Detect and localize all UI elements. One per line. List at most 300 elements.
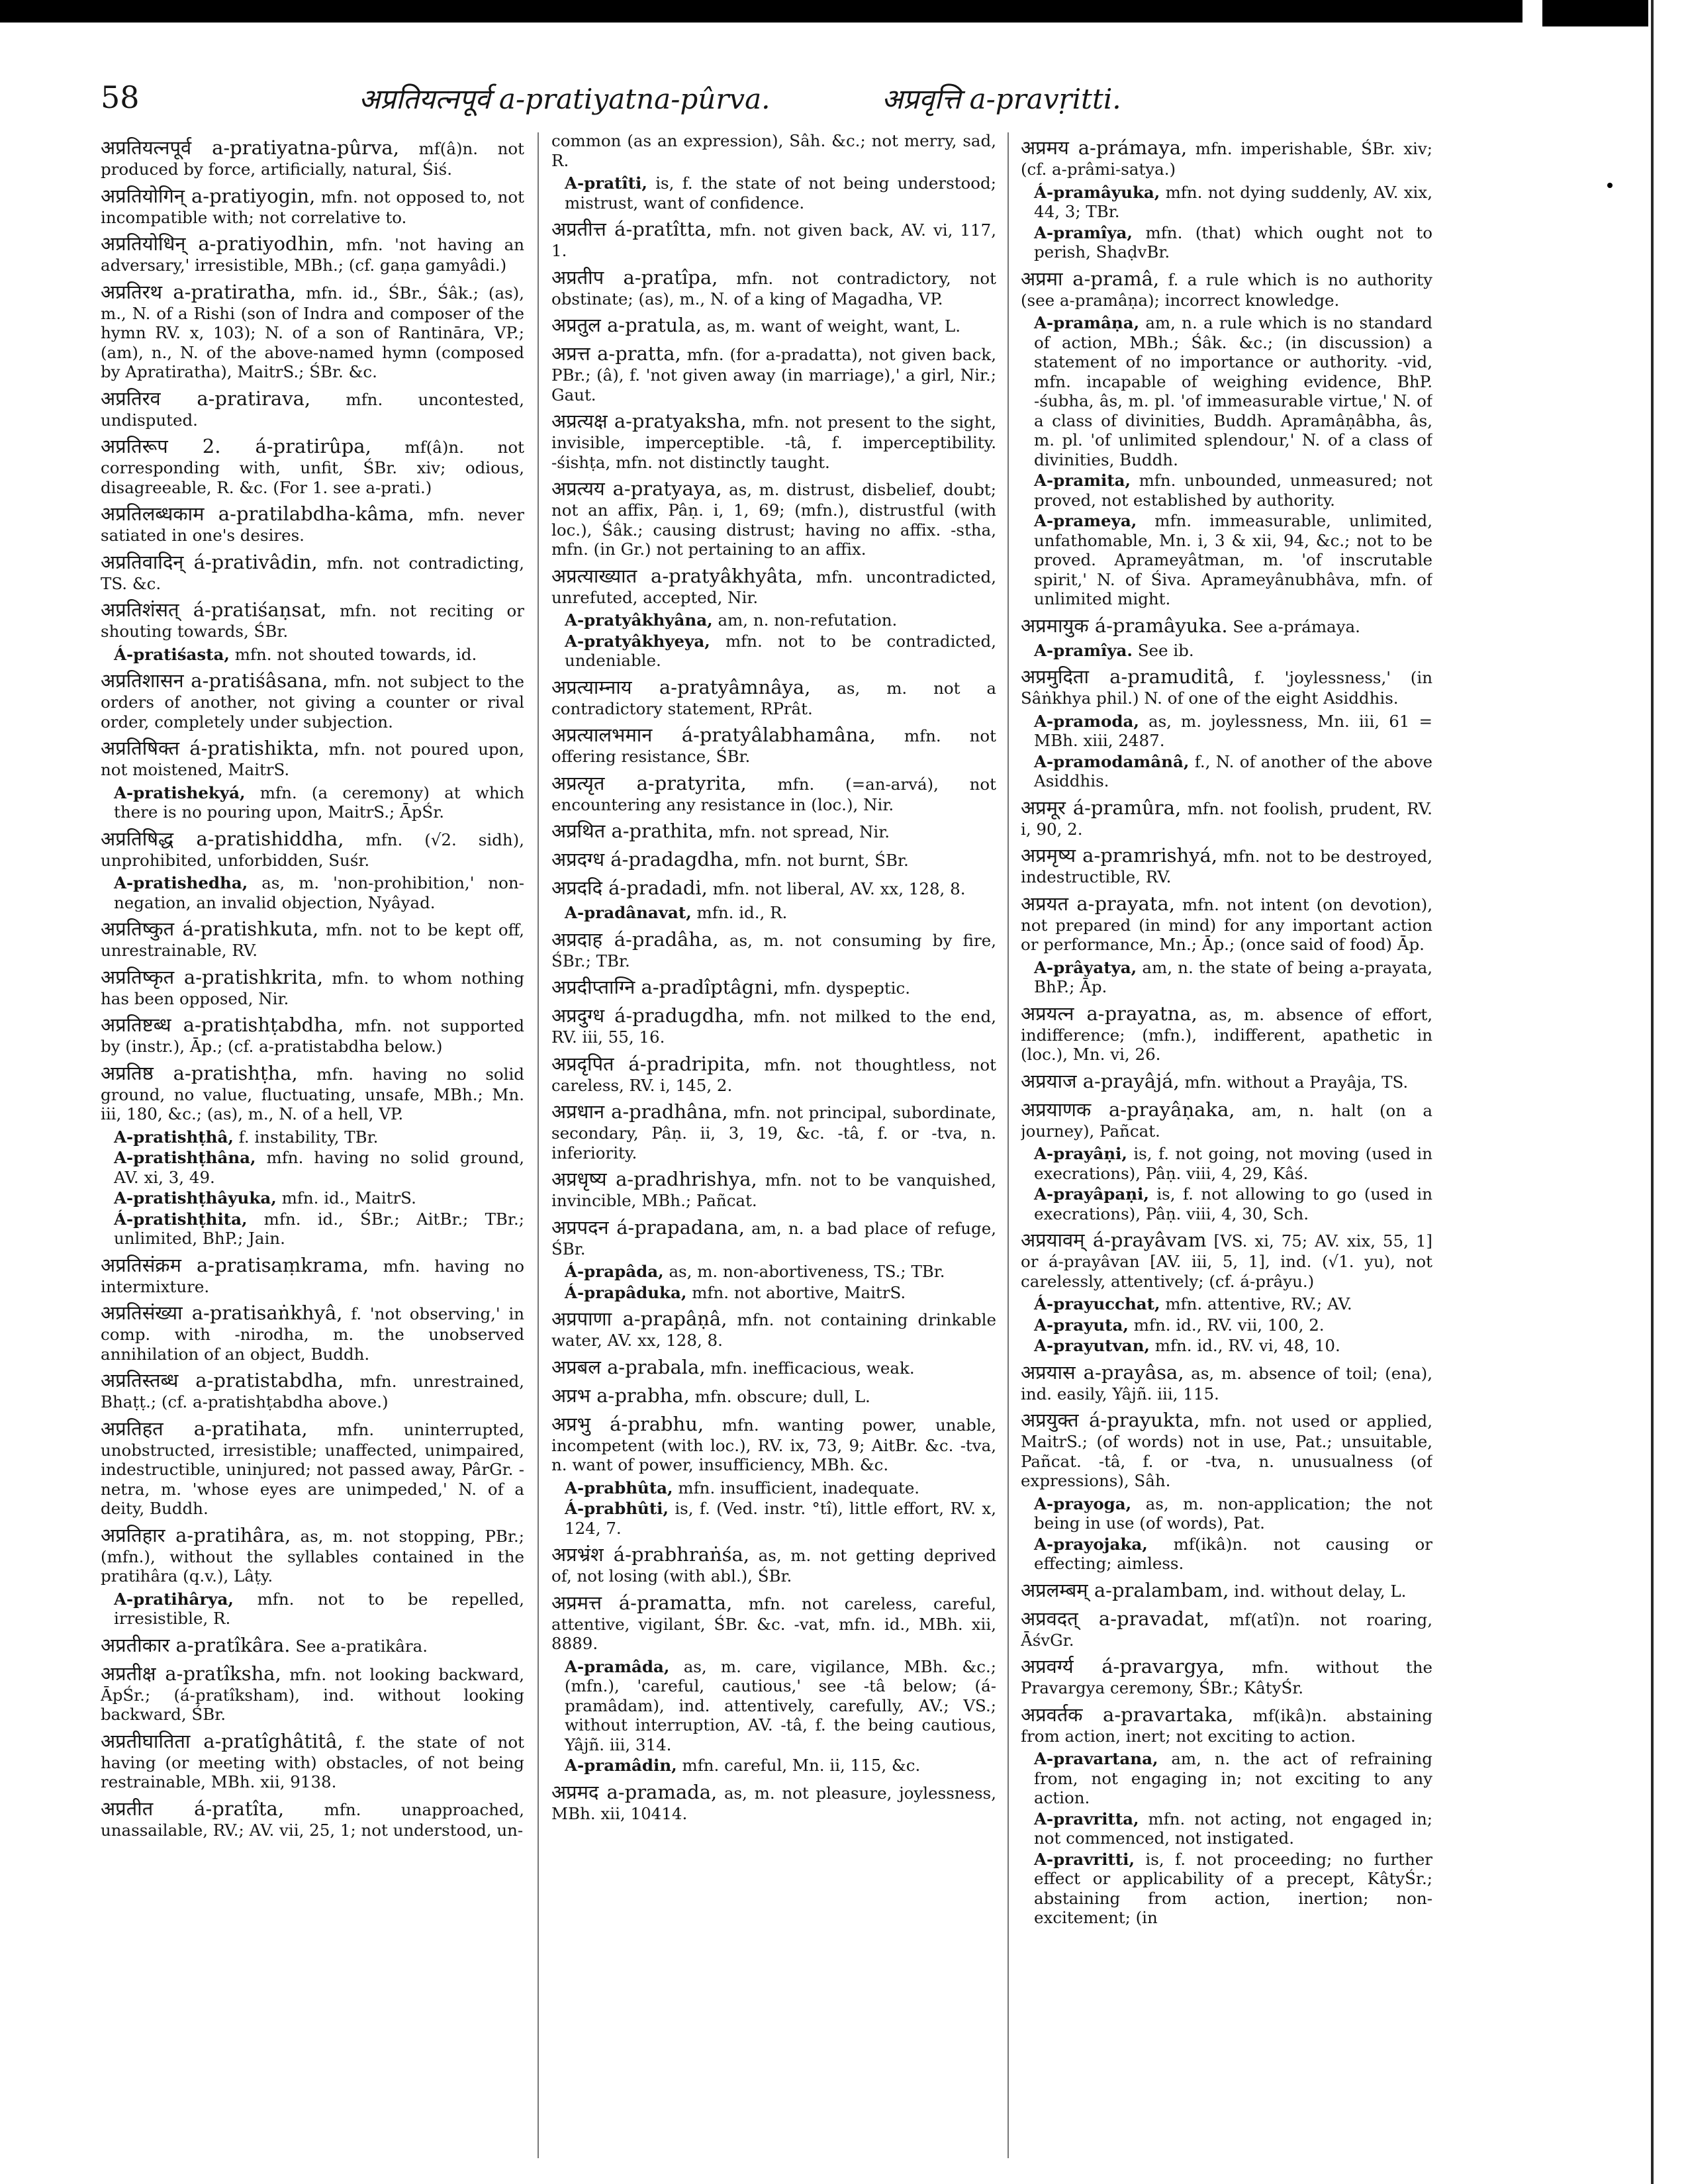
headword: अप्रतिहत a-pratihata,: [101, 1417, 308, 1440]
dictionary-entry: [1021, 1098, 1432, 1141]
definition: mfn. careful, Mn. ii, 115, &c.: [682, 1756, 921, 1775]
definition: mfn. not used or applied, MaitrS.; (of words) not in use, Pat.; unsuitable, Pañcat. -tâ, f. or -tva, n. unusualness (of expressions), Sâh.: [1021, 1411, 1432, 1490]
column-divider: [1007, 132, 1009, 2158]
dictionary-entry: [101, 387, 524, 430]
definition: mfn. inefficacious, weak.: [710, 1358, 915, 1378]
top-edge-bar: [0, 0, 1522, 23]
headword: अप्रधृष्य a-pradhrishya,: [551, 1168, 757, 1190]
definition: am, n. a rule which is no standard of action, MBh.; Śâk. &c.; (in discussion) a statement of no importance or authority. -vid, mfn. incapable of weighing evidence, BhP. -śubha, âs, m. pl. 'of immeasurable virtue,' N. of a class of divinities, Buddh. Apramâṇâbha, âs, m. pl. 'of unlimited splendour,' N. of a class of divinities, Buddh.: [1034, 313, 1432, 469]
definition: mfn. to whom nothing has been opposed, Nir.: [101, 968, 524, 1008]
definition: f. instability, TBr.: [238, 1127, 379, 1147]
dictionary-entry: [551, 1167, 996, 1211]
headword: Á-pramâyuka,: [1034, 182, 1160, 202]
dictionary-entry: [1021, 665, 1432, 708]
headword: अप्रमय a-prámaya,: [1021, 136, 1188, 159]
sub-entry: [551, 610, 996, 630]
page-number: 58: [101, 79, 140, 115]
sub-entry: [551, 173, 996, 213]
headword: A-prayâṇi,: [1034, 1144, 1127, 1163]
headword: अप्रतिषिक्त á-pratishikta,: [101, 737, 320, 759]
headword: Á-pratishṭhita,: [114, 1209, 248, 1229]
dictionary-entry: [551, 847, 996, 871]
definition: mfn. id., RV. vi, 48, 10.: [1154, 1336, 1340, 1355]
definition: mfn. not abortive, MaitrS.: [692, 1282, 906, 1302]
sub-entry: [1021, 223, 1432, 262]
definition: mf(â)n. not produced by force, artificially, natural, Śiś.: [101, 139, 524, 179]
dictionary-entry: [101, 598, 524, 641]
headword: अप्रतीक्ष a-pratîksha,: [101, 1662, 281, 1685]
sub-entry: [551, 1756, 996, 1776]
running-header: [101, 79, 1491, 119]
headword: A-prayojaka,: [1034, 1534, 1148, 1554]
dictionary-entry: [101, 136, 524, 179]
definition: mfn. (that) which ought not to perish, ShaḍvBr.: [1034, 222, 1432, 261]
definition: mfn. immeasurable, unlimited, unfathomable, Mn. i, 3 & xii, 94, &c.; not to be proved. Aprameyâtman, m. 'of inscrutable spirit,' N. of Śiva. Aprameyânubhâva, mfn. of unlimited might.: [1034, 511, 1432, 608]
dictionary-entry: [551, 477, 996, 559]
headword: अप्रधान a-pradhâna,: [551, 1100, 728, 1123]
definition: as, m. not stopping, PBr.; (mfn.), without the syllables contained in the pratihâra (q.v.), Lâṭy.: [101, 1526, 524, 1586]
dictionary-entry: [551, 1052, 996, 1096]
headword: A-prayutvan,: [1034, 1336, 1150, 1355]
sub-entry: [1021, 1749, 1432, 1808]
dictionary-entry: [101, 1013, 524, 1057]
definition: f. 'not observing,' in comp. with -nirodha, m. the unobserved annihilation of an object, Buddh.: [101, 1304, 524, 1364]
sub-entry: [1021, 1494, 1432, 1533]
definition: mfn. not liberal, AV. xx, 128, 8.: [712, 879, 966, 898]
definition: as, m. absence of toil; (ena), ind. easily, Yâjñ. iii, 115.: [1021, 1363, 1432, 1403]
headword: अप्रभु á-prabhu,: [551, 1412, 704, 1435]
headword: अप्रयत्न a-prayatna,: [1021, 1002, 1197, 1025]
headword: अप्रयुक्त á-prayukta,: [1021, 1409, 1200, 1431]
headword: अप्रतिसंक्रम a-pratisaṃkrama,: [101, 1253, 369, 1276]
definition: mfn. not spread, Nir.: [718, 822, 890, 841]
dictionary-entry: [1021, 843, 1432, 887]
definition: mfn. never satiated in one's desires.: [101, 505, 524, 545]
definition: mfn. unrestrained, Bhaṭṭ.; (cf. a-pratishṭabdha above.): [101, 1372, 524, 1411]
definition: mfn. id., RV. vii, 100, 2.: [1133, 1315, 1325, 1335]
definition: as, m. distrust, disbelief, doubt; not an affix, Pâṇ. i, 1, 69; (mfn.), distrustful (with loc.), Śâk.; causing distrust; having no affix. -stha, mfn. (in Gr.) not pertaining to an affix.: [551, 480, 996, 559]
dictionary-entry: [101, 669, 524, 732]
dictionary-entry: [551, 342, 996, 404]
definition: mfn. not reciting or shouting towards, ŚBr.: [101, 601, 524, 641]
headword: अप्रमूर á-pramûra,: [1021, 796, 1182, 819]
headword: A-pratîti,: [565, 173, 647, 193]
dictionary-entry: [1021, 267, 1432, 310]
margin-dot: [1607, 183, 1613, 188]
definition: mfn. not foolish, prudent, RV. i, 90, 2.: [1021, 798, 1432, 839]
headword: अप्रमा a-pramâ,: [1021, 267, 1160, 290]
dictionary-entry: [551, 564, 996, 608]
dictionary-entry: [1021, 614, 1432, 638]
headword: अप्रतिष्कुत á-pratishkuta,: [101, 918, 319, 940]
headword: अप्रवर्तक a-pravartaka,: [1021, 1703, 1234, 1726]
definition: am, n. a bad place of refuge, ŚBr.: [551, 1218, 996, 1258]
headword: अप्रयावम् á-prayâvam: [1021, 1229, 1207, 1251]
headword: Á-pratiśasta,: [114, 644, 230, 664]
definition: am, n. the act of refraining from, not engaging in; not exciting to any action.: [1034, 1749, 1432, 1807]
sub-entry: [1021, 1184, 1432, 1223]
sub-entry: [101, 645, 524, 665]
definition: See ib.: [1137, 640, 1194, 660]
left-running-head: अप्रतियत्नपूर्व a-pratiyatna-pûrva.: [359, 83, 771, 115]
dictionary-entry: [551, 1215, 996, 1259]
headword: अप्रत्यृत a-pratyrita,: [551, 771, 747, 794]
dictionary-entry: [1021, 892, 1432, 955]
definition: mfn. without a Prayâja, TS.: [1184, 1072, 1409, 1092]
headword: A-pratishṭhâ,: [114, 1127, 234, 1147]
dictionary-entry: [101, 1523, 524, 1586]
sub-entry: [551, 1657, 996, 1755]
definition: f. 'joylessness,' (in Sâṅkhya phil.) N. of one of the eight Asiddhis.: [1021, 668, 1432, 708]
headword: अप्रतिवादिन् á-prativâdin,: [101, 550, 318, 573]
definition: mf(â)n. not corresponding with, unfit, ŚBr. xiv; odious, disagreeable, R. &c. (For 1. see a-prati.): [101, 438, 524, 497]
headword: A-pramâda,: [565, 1656, 670, 1676]
dictionary-entry: [551, 723, 996, 767]
dictionary-entry: [1021, 1360, 1432, 1404]
headword: अप्रपाणा a-prapâṇâ,: [551, 1307, 727, 1330]
definition: mfn. not principal, subordinate, secondary, Pâṇ. ii, 3, 19, &c. -tâ, f. or -tva, n. inferiority.: [551, 1103, 996, 1163]
headword: A-prayoga,: [1034, 1494, 1132, 1513]
headword: A-prabhûta,: [565, 1478, 673, 1497]
definition: is, f. the state of not being understood; mistrust, want of confidence.: [565, 173, 996, 213]
definition: mf(atî)n. not roaring, ĀśvGr.: [1021, 1609, 1432, 1650]
dictionary-entry: [1021, 1408, 1432, 1491]
sub-entry: [1021, 1850, 1432, 1928]
headword: अप्रदीप्ताग्नि a-pradîptâgni,: [551, 976, 779, 998]
headword: अप्रतीत्त á-pratîtta,: [551, 218, 712, 240]
headword: अप्रत्यय a-pratyaya,: [551, 477, 722, 500]
headword: A-prayâpaṇi,: [1034, 1184, 1149, 1204]
headword: अप्रवर्ग्य á-pravargya,: [1021, 1655, 1225, 1678]
definition: as, m. not a contradictory statement, RPrât.: [551, 678, 996, 718]
headword: अप्रबल a-prabala,: [551, 1355, 706, 1378]
definition: mfn. not to be repelled, irresistible, R.: [114, 1589, 524, 1628]
dictionary-entry: [551, 927, 996, 971]
headword: A-pramoda,: [1034, 711, 1139, 731]
headword: A-prayuta,: [1034, 1315, 1129, 1335]
headword: A-pramodamânâ,: [1034, 751, 1190, 771]
dictionary-entry: [101, 736, 524, 780]
headword: अप्रभ a-prabha,: [551, 1384, 690, 1407]
definition: is, f. not going, not moving (used in execrations), Pâṇ. viii, 4, 29, Kâś.: [1034, 1144, 1432, 1183]
definition: See a-prámaya.: [1233, 616, 1360, 636]
definition: mfn. having no intermixture.: [101, 1256, 524, 1296]
definition: mfn. (√2. sidh), unprohibited, unforbidden, Suśr.: [101, 830, 524, 870]
continued-entry: [551, 131, 996, 170]
headword: अप्रतिष्कृत a-pratishkrita,: [101, 965, 324, 988]
definition: as, m. non-application; the not being in use (of words), Pat.: [1034, 1494, 1432, 1533]
sub-entry: [551, 1262, 996, 1282]
sub-entry: [1021, 1294, 1432, 1314]
definition: is, f. (Ved. instr. °tî), little effort, RV. x, 124, 7.: [565, 1499, 996, 1538]
definition: as, m. non-abortiveness, TS.; TBr.: [669, 1262, 945, 1281]
definition: mfn. not supported by (instr.), Āp.; (cf. a-pratistabdha below.): [101, 1016, 524, 1056]
headword: अप्रतिषिद्ध a-pratishiddha,: [101, 827, 344, 850]
dictionary-entry: [101, 1417, 524, 1519]
dictionary-entry: [551, 675, 996, 719]
headword: अप्रतीकार a-pratîkâra.: [101, 1633, 291, 1656]
definition: mfn. not acting, not engaged in; not commenced, not instigated.: [1034, 1809, 1432, 1848]
headword: अप्रतिहार a-pratihâra,: [101, 1523, 291, 1546]
headword: Á-prapâduka,: [565, 1282, 687, 1302]
sub-entry: [101, 1590, 524, 1629]
definition: mfn. id., ŚBr., Śâk.; (as), m., N. of a Rishi (son of Indra and composer of the hymn RV. x, 103); N. of a son of Rantināra, VP.; (am), n., N. of the above-named hymn (composed by Apratiratha), MaitrS.; ŚBr. &c.: [101, 283, 524, 381]
headword: अप्रतियोगिन् a-pratiyogin,: [101, 184, 316, 207]
sub-entry: [1021, 958, 1432, 997]
dictionary-column-1: [101, 131, 524, 2157]
definition: am, n. non-refutation.: [718, 610, 898, 630]
definition: mfn. not poured upon, not moistened, MaitrS.: [101, 739, 524, 779]
headword: A-pratyâkhyâna,: [565, 610, 713, 630]
dictionary-column-2: [551, 131, 996, 2157]
dictionary-entry: [101, 280, 524, 382]
headword: अप्रतियत्नपूर्व a-pratiyatna-pûrva,: [101, 136, 399, 159]
sub-entry: [101, 783, 524, 822]
definition: as, m. not consuming by fire, ŚBr.; TBr.: [551, 930, 996, 971]
dictionary-entry: [551, 1307, 996, 1351]
definition: mfn. not present to the sight, invisible, imperceptible. -tâ, f. imperceptibility. -śishṭa, mfn. not distinctly taught.: [551, 412, 996, 472]
headword: अप्रवदत् a-pravadat,: [1021, 1607, 1210, 1630]
sub-entry: [101, 1188, 524, 1208]
definition: mfn. not offering resistance, ŚBr.: [551, 726, 996, 766]
definition: mfn. (a ceremony) at which there is no pouring upon, MaitrS.; ĀpŚr.: [114, 783, 524, 822]
sub-entry: [551, 632, 996, 671]
definition: mfn. id., ŚBr.; AitBr.; TBr.; unlimited, BhP.; Jain.: [114, 1209, 524, 1248]
headword: अप्रपदन á-prapadana,: [551, 1215, 745, 1239]
headword: अप्रतिलब्धकाम a-pratilabdha-kâma,: [101, 502, 414, 525]
definition: ind. without delay, L.: [1234, 1581, 1407, 1601]
dictionary-entry: [101, 965, 524, 1009]
dictionary-entry: [551, 1384, 996, 1407]
definition: mfn. not thoughtless, not careless, RV. i, 145, 2.: [551, 1055, 996, 1095]
headword: अप्रतिशासन a-pratiśâsana,: [101, 669, 328, 692]
sub-entry: [1021, 471, 1432, 510]
definition: mfn. without the Pravargya ceremony, ŚBr.; KâtyŚr.: [1021, 1658, 1432, 1697]
dictionary-entry: [1021, 1607, 1432, 1650]
dictionary-entry: [101, 550, 524, 594]
headword: अप्रतिस्तब्ध a-pratistabdha,: [101, 1369, 344, 1392]
headword: अप्रत्यक्ष a-pratyaksha,: [551, 410, 747, 432]
dictionary-entry: [1021, 1002, 1432, 1065]
sub-entry: [1021, 712, 1432, 751]
headword: A-prameya,: [1034, 511, 1137, 530]
dictionary-entry: [101, 1253, 524, 1297]
dictionary-entry: [101, 184, 524, 228]
definition: mfn. not to be destroyed, indestructible, RV.: [1021, 847, 1432, 886]
sub-entry: [101, 1127, 524, 1147]
definition: as, m. not getting deprived of, not losing (with abl.), ŚBr.: [551, 1546, 996, 1586]
sub-entry: [1021, 511, 1432, 609]
definition: mfn. not containing drinkable water, AV. xx, 128, 8.: [551, 1310, 996, 1350]
definition: mfn. not careless, careful, attentive, vigilant, ŚBr. &c. -vat, mfn. id., MBh. xii, 8889.: [551, 1593, 996, 1653]
definition: mfn. 'not having an adversary,' irresistible, MBh.; (cf. gaṇa gamyâdi.): [101, 235, 524, 275]
definition: mfn. not burnt, ŚBr.: [745, 851, 909, 870]
headword: अप्रयाणक a-prayâṇaka,: [1021, 1098, 1235, 1121]
dictionary-entry: [101, 1797, 524, 1840]
headword: अप्रतिष्टब्ध a-pratishṭabdha,: [101, 1014, 344, 1036]
dictionary-entry: [101, 502, 524, 546]
dictionary-entry: [551, 1591, 996, 1654]
column-divider: [538, 132, 539, 2158]
headword: अप्रयास a-prayâsa,: [1021, 1360, 1184, 1384]
headword: A-pratishekyá,: [114, 783, 246, 802]
definition: mfn. not to be kept off, unrestrainable, RV.: [101, 920, 524, 960]
sub-entry: [551, 903, 996, 923]
headword: अप्रदुग्ध á-pradugdha,: [551, 1004, 745, 1027]
headword: अप्रतिरव a-pratirava,: [101, 387, 311, 410]
dictionary-entry: [551, 876, 996, 900]
headword: A-pravritti,: [1034, 1849, 1135, 1869]
sub-entry: [551, 1478, 996, 1498]
dictionary-entry: [1021, 796, 1432, 839]
dictionary-entry: [101, 434, 524, 497]
sub-entry: [1021, 1336, 1432, 1356]
headword: अप्रतिष्ठ a-pratishṭha,: [101, 1061, 298, 1084]
definition: mfn. not opposed to, not incompatible with; not correlative to.: [101, 187, 524, 227]
headword: A-pravritta,: [1034, 1809, 1139, 1828]
dictionary-entry: [101, 1633, 524, 1657]
dictionary-entry: [551, 1543, 996, 1586]
definition: f. a rule which is no authority (see a-pramâṇa); incorrect knowledge.: [1021, 269, 1432, 310]
definition: as, m. absence of effort, indifference; (mfn.), indifferent, apathetic in (loc.), Mn. vi, 26.: [1021, 1004, 1432, 1064]
headword: A-pramita,: [1034, 471, 1131, 490]
headword: अप्रमत्त á-pramatta,: [551, 1591, 733, 1614]
definition: as, m. not pleasure, joylessness, MBh. xii, 10414.: [551, 1783, 996, 1823]
headword: अप्रतीघातिता a-pratîghâtitâ,: [101, 1729, 344, 1752]
headword: अप्रत्यालभमान á-pratyâlabhamâna,: [551, 724, 876, 746]
headword: अप्रतिशंसत् á-pratiśaṇsat,: [101, 598, 327, 621]
definition: is, f. not proceeding; no further effect or applicability of a precept, KâtyŚr.; abstaining from action, inertion; non-excitement; (in: [1034, 1849, 1432, 1927]
dictionary-entry: [551, 1100, 996, 1163]
headword: अप्रत्याख्यात a-pratyâkhyâta,: [551, 564, 804, 587]
definition: mfn. uninterrupted, unobstructed, irresistible; unaffected, unimpaired, indestructible, uninjured; not passed away, PârGr. -netra, m. 'whose eyes are unimpeded,' N. of a deity, Buddh.: [101, 1419, 524, 1518]
sub-entry: [1021, 183, 1432, 222]
sub-entry: [551, 1499, 996, 1538]
definition: mfn. dyspeptic.: [784, 978, 911, 998]
headword: अप्रमुदिता a-pramuditâ,: [1021, 665, 1235, 688]
definition: mfn. not looking backward, ĀpŚr.; (á-pratîksham), ind. without looking backward, ŚBr.: [101, 1664, 524, 1724]
headword: अप्रमृष्य a-pramrishyá,: [1021, 844, 1218, 867]
dictionary-entry: [551, 265, 996, 309]
dictionary-entry: [551, 1412, 996, 1475]
headword: अप्रलम्बम् a-pralambam,: [1021, 1578, 1229, 1601]
top-edge-bar-right: [1542, 0, 1648, 26]
definition: mfn. attentive, RV.; AV.: [1165, 1294, 1352, 1313]
headword: अप्रयाज a-prayâjá,: [1021, 1069, 1180, 1092]
dictionary-entry: [551, 771, 996, 815]
headword: अप्रतुल a-pratula,: [551, 314, 702, 336]
dictionary-entry: [551, 819, 996, 843]
dictionary-entry: [1021, 1654, 1432, 1698]
definition: mfn. insufficient, inadequate.: [678, 1478, 920, 1497]
definition: am, n. the state of being a-prayata, BhP.; Āp.: [1034, 957, 1432, 996]
headword: अप्रभ्रंश á-prabhraṅśa,: [551, 1543, 750, 1566]
definition: mfn. id., R.: [696, 903, 788, 922]
dictionary-entry: [101, 1061, 524, 1124]
definition: mf(ikâ)n. not causing or effecting; aimless.: [1034, 1534, 1432, 1573]
headword: अप्रदृपित á-pradripita,: [551, 1052, 751, 1075]
headword: A-pramâdin,: [565, 1756, 677, 1775]
sub-entry: [1021, 313, 1432, 469]
dictionary-entry: [101, 827, 524, 871]
sub-entry: [101, 1148, 524, 1187]
dictionary-entry: [551, 409, 996, 472]
dictionary-entry: [1021, 1703, 1432, 1746]
headword: A-pramîya,: [1034, 222, 1133, 242]
headword: A-pramâṇa,: [1034, 313, 1140, 332]
right-page-edge: [1651, 0, 1654, 2184]
headword: अप्रयत a-prayata,: [1021, 892, 1176, 915]
dictionary-entry: [551, 1004, 996, 1047]
definition: mfn. not milked to the end, RV. iii, 55, 16.: [551, 1007, 996, 1047]
sub-entry: [1021, 1809, 1432, 1848]
definition: mfn. uncontradicted, unrefuted, accepted, Nir.: [551, 567, 996, 607]
definition: as, m. care, vigilance, MBh. &c.; (mfn.), 'careful, cautious,' see -tâ below; (á-pramâdam), ind. attentively, carefully, AV.; VS.; without interruption, AV. -tâ, f. the being cautious, Yâjñ. iii, 314.: [565, 1656, 996, 1754]
headword: Á-prayucchat,: [1034, 1294, 1160, 1313]
definition: mfn. wanting power, unable, incompetent (with loc.), RV. ix, 73, 9; AitBr. &c. -tva, n. want of power, insufficiency, MBh. &c.: [551, 1415, 996, 1474]
dictionary-entry: [551, 1780, 996, 1824]
definition: mfn. not shouted towards, id.: [234, 644, 477, 664]
headword: A-pratishṭhâna,: [114, 1148, 256, 1167]
definition: mfn. not given back, AV. vi, 117, 1.: [551, 220, 996, 260]
definition: is, f. not allowing to go (used in execrations), Pâṇ. viii, 4, 30, Sch.: [1034, 1184, 1432, 1223]
definition: as, m. 'non-prohibition,' non-negation, an invalid objection, Nyâyad.: [114, 873, 524, 912]
definition: mfn. not contradicting, TS. &c.: [101, 553, 524, 593]
definition: [VS. xi, 75; AV. xix, 55, 1] or á-prayâvan [AV. iii, 5, 1], ind. (√1. yu), not carelessly, attentively; (cf. á-prâyu.): [1021, 1231, 1432, 1291]
definition: am, n. halt (on a journey), Pañcat.: [1021, 1100, 1432, 1141]
headword: अप्रदाह á-pradâha,: [551, 927, 719, 951]
headword: A-pratishṭhâyuka,: [114, 1188, 277, 1208]
sub-entry: [1021, 641, 1432, 661]
headword: A-pradânavat,: [565, 903, 692, 922]
headword: A-pramîya.: [1034, 640, 1133, 660]
definition: mfn. having no solid ground, no value, fluctuating, unsafe, MBh.; Mn. iii, 180, &c.; (as), m., N. of a hell, VP.: [101, 1064, 524, 1123]
definition: mfn. not contradictory, not obstinate; (as), m., N. of a king of Magadha, VP.: [551, 268, 996, 309]
headword: अप्रदग्ध á-pradagdha,: [551, 848, 740, 871]
headword: अप्रथित a-prathita,: [551, 820, 714, 842]
sub-entry: [551, 1283, 996, 1303]
definition: mfn. not to be contradicted, undeniable.: [565, 631, 996, 670]
definition: mfn. unapproached, unassailable, RV.; AV. vii, 25, 1; not understood, un-: [101, 1799, 524, 1840]
definition: mfn. not to be vanquished, invincible, MBh.; Pañcat.: [551, 1170, 996, 1210]
headword: अप्रतिसंख्या a-pratisaṅkhyâ,: [101, 1302, 343, 1324]
definition: mfn. (=an-arvá), not encountering any resistance in (loc.), Nir.: [551, 774, 996, 814]
definition: as, m. want of weight, want, L.: [706, 316, 960, 336]
dictionary-entry: [101, 1368, 524, 1412]
headword: अप्रतीत á-pratîta,: [101, 1797, 285, 1820]
sub-entry: [101, 873, 524, 912]
headword: Á-prabhûti,: [565, 1499, 669, 1518]
definition: mfn. (for a-pradatta), not given back, PBr.; (â), f. 'not given away (in marriage),' a girl, Nir.; Gaut.: [551, 345, 996, 404]
definition: as, m. joylessness, Mn. iii, 61 = MBh. xiii, 2487.: [1034, 711, 1432, 750]
headword: अप्रतीप a-pratîpa,: [551, 265, 718, 289]
dictionary-entry: [101, 1301, 524, 1364]
headword: A-pratihârya,: [114, 1589, 234, 1609]
definition: f., N. of another of the above Asiddhis.: [1034, 751, 1432, 790]
right-running-head: अप्रवृत्ति a-pravṛitti.: [882, 83, 1121, 115]
headword: A-pratishedha,: [114, 873, 248, 892]
headword: अप्रत्त a-pratta,: [551, 342, 681, 365]
definition: mfn. not subject to the orders of another, not giving a counter or rival order, completely under subjection.: [101, 672, 524, 732]
sub-entry: [1021, 1315, 1432, 1335]
headword: अप्रतिरूप 2. á-pratirûpa,: [101, 435, 371, 457]
headword: अप्रत्याम्नाय a-pratyâmnâya,: [551, 675, 811, 698]
dictionary-entry: [551, 1355, 996, 1379]
dictionary-entry: [1021, 1069, 1432, 1093]
definition: See a-pratikâra.: [295, 1636, 428, 1656]
headword: अप्रमायुक á-pramâyuka.: [1021, 614, 1228, 637]
definition: mf(ikâ)n. abstaining from action, inert; not exciting to action.: [1021, 1705, 1432, 1746]
